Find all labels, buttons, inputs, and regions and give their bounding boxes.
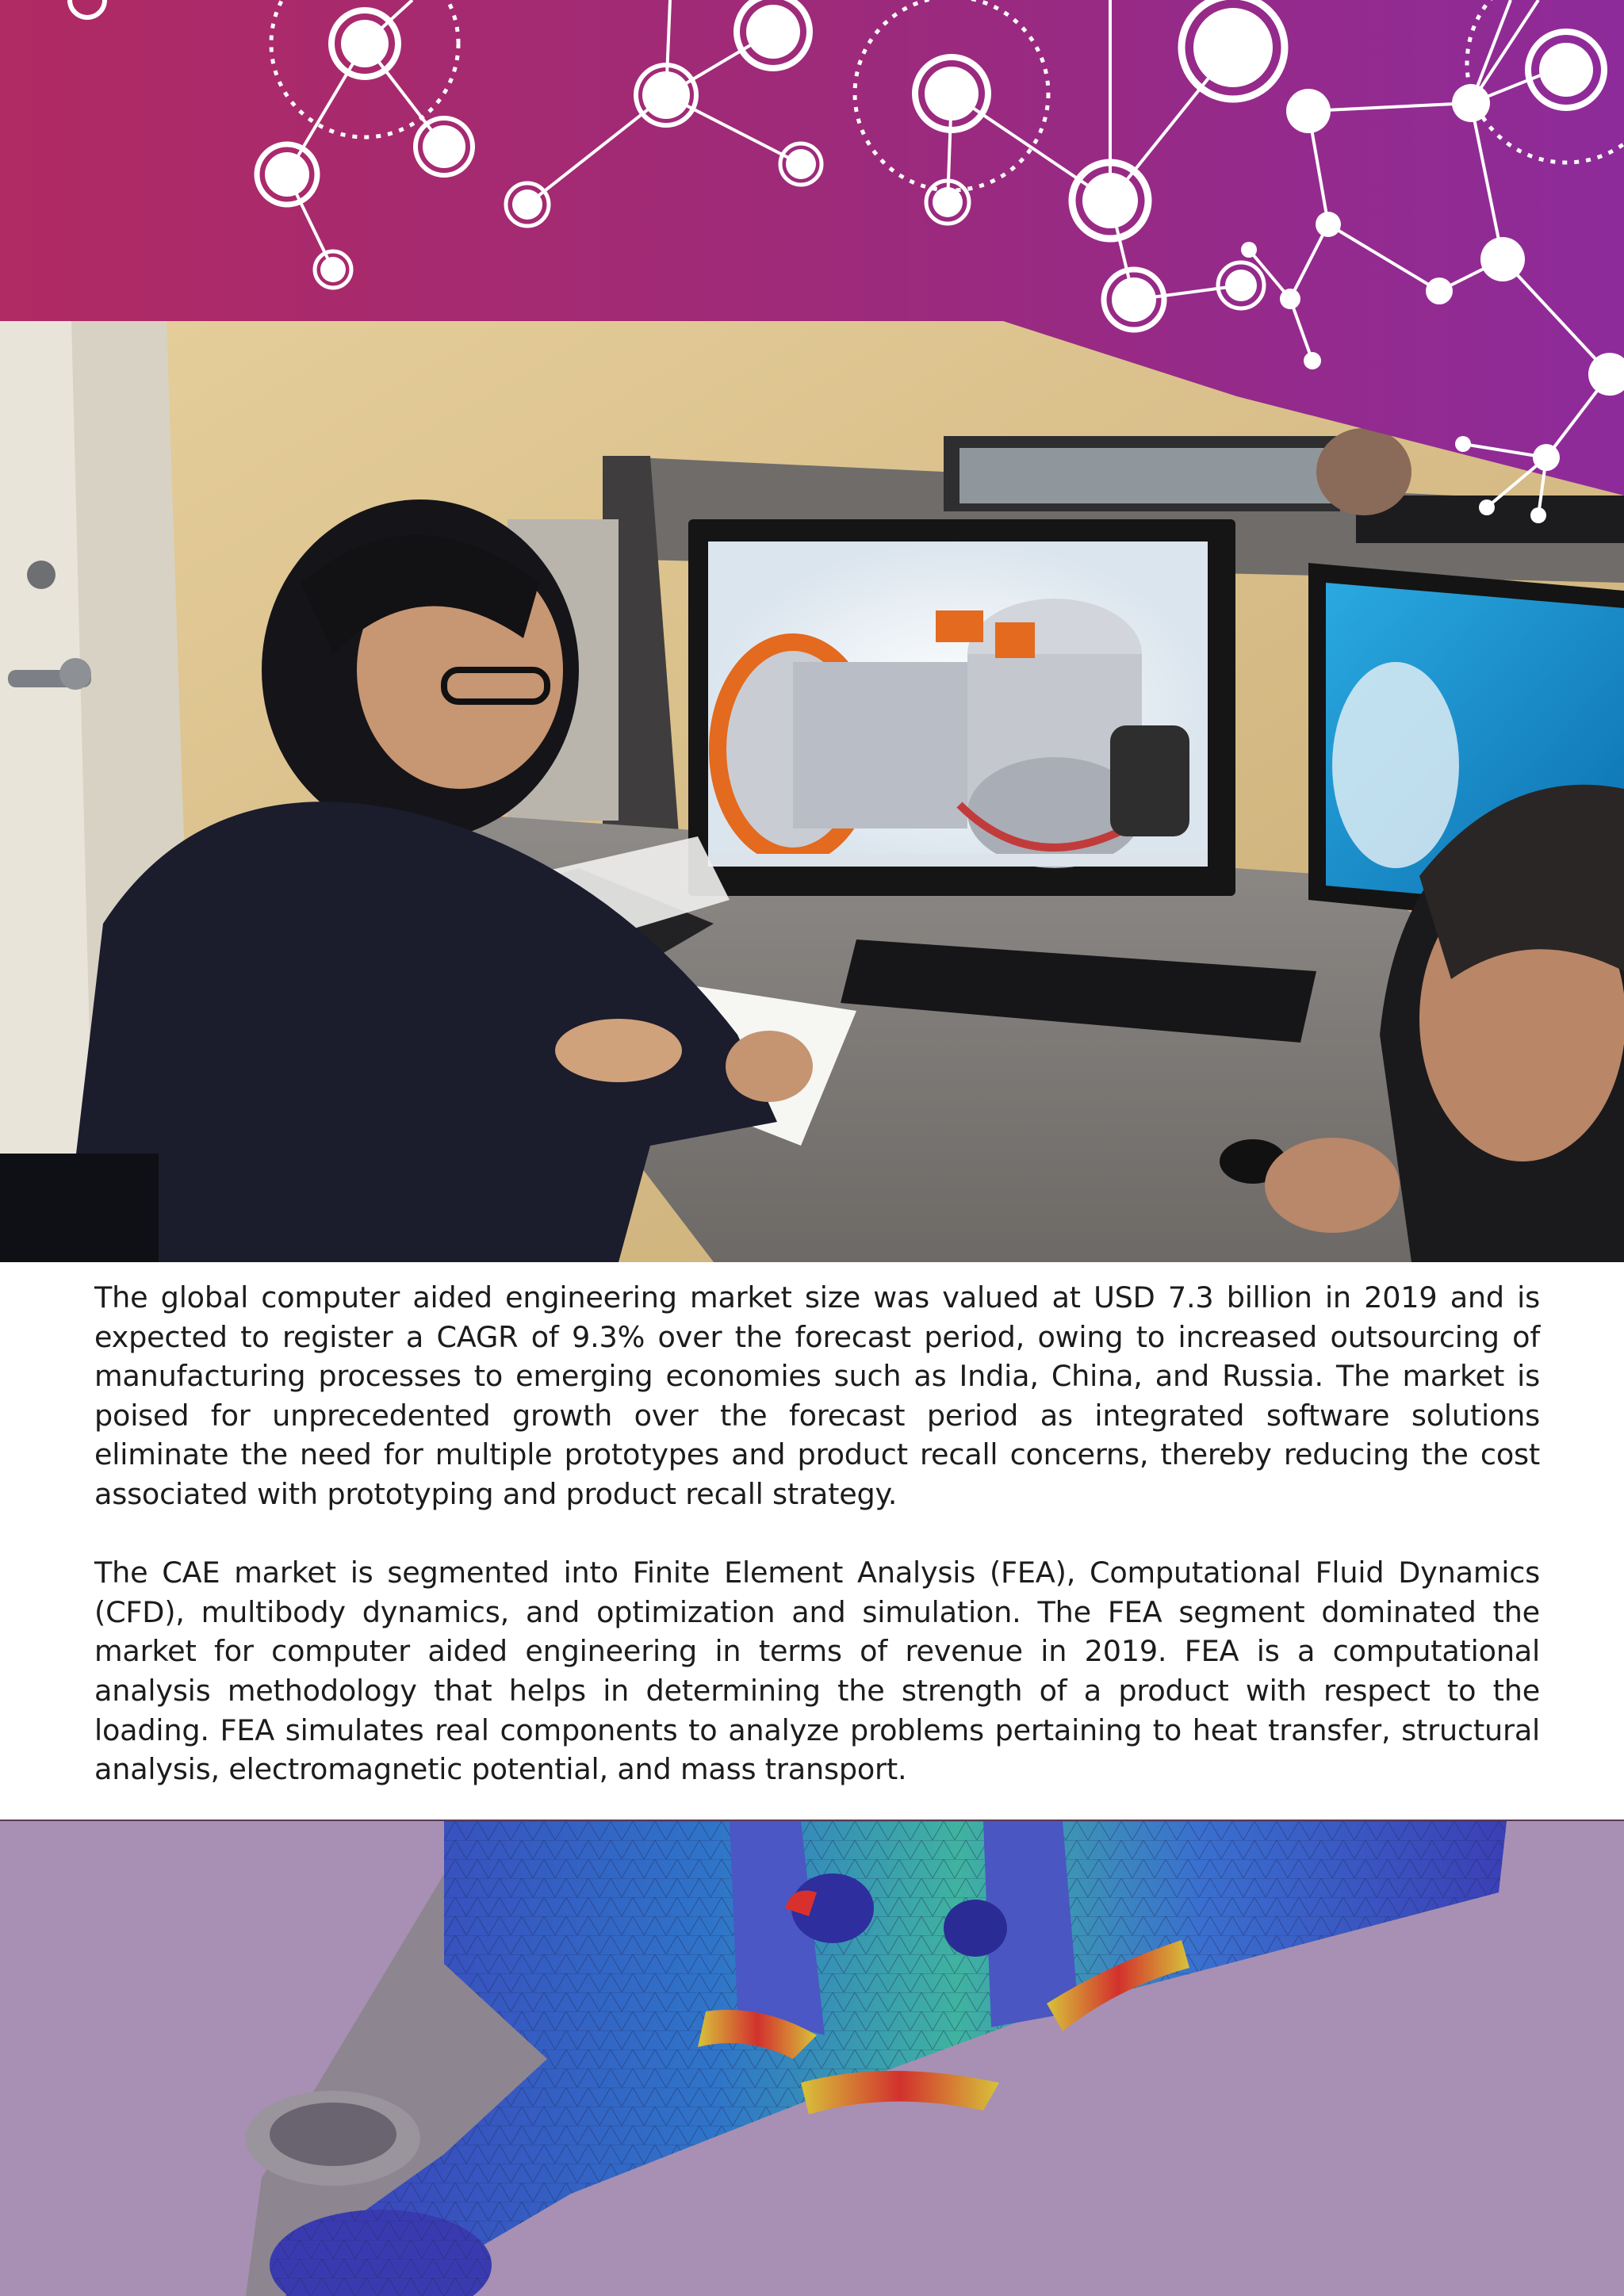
paragraph-fea-segment: The CAE market is segmented into Finite Element Analysis (FEA), Computational Fluid Dynamics (CFD), multibody dynamics, and optimization and simulation. The FEA segment dominated the market for computer aided engineering in terms of revenue in 2019. FEA is a computational analysis methodology that helps in determining the strength of a product with respect to the loading. FEA simulates real components to analyze problems pertaining to heat transfer, structural analysis, electromagnetic potential, and mass transport. xyxy=(94,1556,1540,1787)
article-body xyxy=(94,1278,1540,1828)
header-banner xyxy=(0,0,1624,523)
paragraph-market-size: The global computer aided engineering market size was valued at USD 7.3 billion in 2019 and is expected to register a CAGR of 9.3% over the forecast period, owing to increased outsourcing of manufacturing processes to emerging economies such as India, China, and Russia. The market is poised for unprecedented growth over the forecast period as integrated software solutions eliminate the need for multiple prototypes and product recall concerns, thereby reducing the cost associated with prototyping and product recall strategy. xyxy=(94,1280,1540,1511)
fea-simulation-image xyxy=(0,1821,1624,2296)
